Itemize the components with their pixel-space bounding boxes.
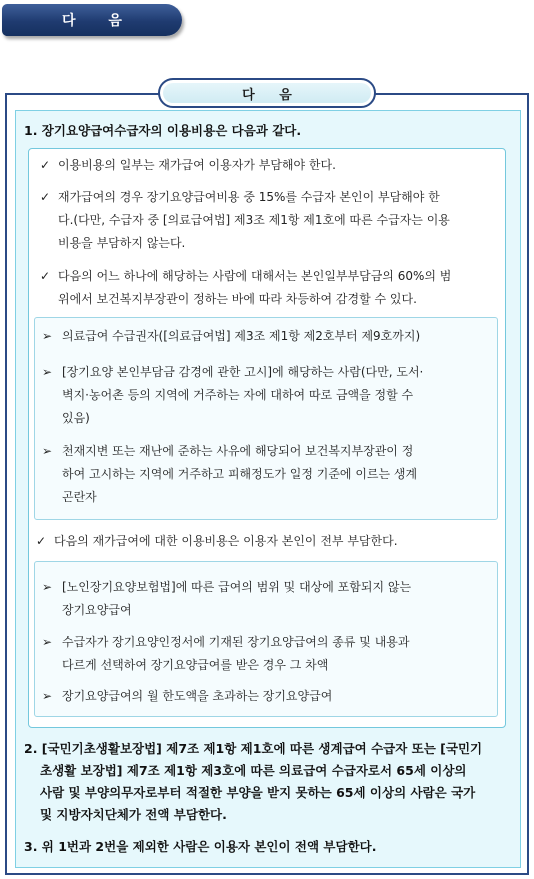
- check-icon: ✓: [40, 190, 51, 204]
- reduction3-line2: 하여 고시하는 지역에 거주하고 피해정도가 일정 기준에 이르는 생계: [62, 467, 418, 481]
- reduction3-line3: 곤란자: [62, 490, 97, 504]
- reduction1-line1: 의료급여 수급권자([의료급여법] 제3조 제1항 제2호부터 제9호까지): [62, 329, 421, 343]
- arrow-icon: ➢: [42, 635, 53, 649]
- arrow-icon: ➢: [42, 689, 53, 703]
- reduction3-line1: 천재지변 또는 재난에 준하는 사유에 해당되어 보건복지부장관이 정: [62, 444, 414, 458]
- check1-line1: 이용비용의 일부는 재가급여 이용자가 부담해야 한다.: [58, 158, 336, 172]
- full1-line2: 장기요양급여: [62, 603, 132, 617]
- check2-line1: 재가급여의 경우 장기요양급여비용 중 15%를 수급자 본인이 부담해야 한: [58, 190, 440, 204]
- item1-heading: 1. 장기요양급여수급자의 이용비용은 다음과 같다.: [24, 123, 302, 138]
- reduction2-line1: [장기요양 본인부담금 감경에 관한 고시]에 해당하는 사람(다만, 도서·: [62, 365, 424, 379]
- full3-line1: 장기요양급여의 월 한도액을 초과하는 장기요양급여: [62, 689, 333, 703]
- check-icon: ✓: [40, 158, 51, 172]
- item2-line2: 초생활 보장법] 제7조 제1항 제3호에 따른 의료급여 수급자로서 65세 이상의: [40, 763, 467, 778]
- check2-line2: 다.(다만, 수급자 중 [의료급여법] 제3조 제1항 제1호에 따른 수급자는 이용: [58, 213, 450, 227]
- item3-heading: 3. 위 1번과 2번을 제외한 사람은 이용자 본인이 전액 부담한다.: [24, 839, 377, 854]
- check-icon: ✓: [36, 534, 47, 548]
- arrow-icon: ➢: [42, 365, 53, 379]
- full-burden-check: 다음의 재가급여에 대한 이용비용은 이용자 본인이 전부 부담한다.: [54, 534, 398, 548]
- reduction2-line2: 벽지·농어촌 등의 지역에 거주하는 자에 대하여 따로 금액을 정할 수: [62, 388, 414, 402]
- check2-line3: 비용을 부담하지 않는다.: [58, 236, 186, 250]
- full2-line2: 다르게 선택하여 장기요양급여를 받은 경우 그 차액: [62, 658, 329, 672]
- check-icon: ✓: [40, 269, 51, 283]
- arrow-icon: ➢: [42, 580, 53, 594]
- box-title: [158, 78, 376, 108]
- check3-line1: 다음의 어느 하나에 해당하는 사람에 대해서는 본인일부부담금의 60%의 범: [58, 269, 452, 283]
- arrow-icon: ➢: [42, 444, 53, 458]
- full2-line1: 수급자가 장기요양인정서에 기재된 장기요양급여의 종류 및 내용과: [62, 635, 410, 649]
- item2-line3: 사람 및 부양의무자로부터 적절한 부양을 받지 못하는 65세 이상의 사람은 국가: [40, 785, 476, 800]
- check3-line2: 위에서 보건복지부장관이 정하는 바에 따라 차등하여 감경할 수 있다.: [58, 292, 417, 306]
- reduction2-line3: 있음): [62, 411, 90, 425]
- header-tab: [2, 4, 182, 36]
- arrow-icon: ➢: [42, 329, 53, 343]
- header-tab-label: 다 음: [62, 13, 136, 29]
- box-title-label: 다 음: [242, 87, 302, 103]
- item2-line1: 2. [국민기초생활보장법] 제7조 제1항 제1호에 따른 생계급여 수급자 또는 [국민기: [24, 741, 483, 756]
- item2-line4: 및 지방자치단체가 전액 부담한다.: [40, 807, 227, 822]
- full1-line1: [노인장기요양보험법]에 따른 급여의 범위 및 대상에 포함되지 않는: [62, 580, 412, 594]
